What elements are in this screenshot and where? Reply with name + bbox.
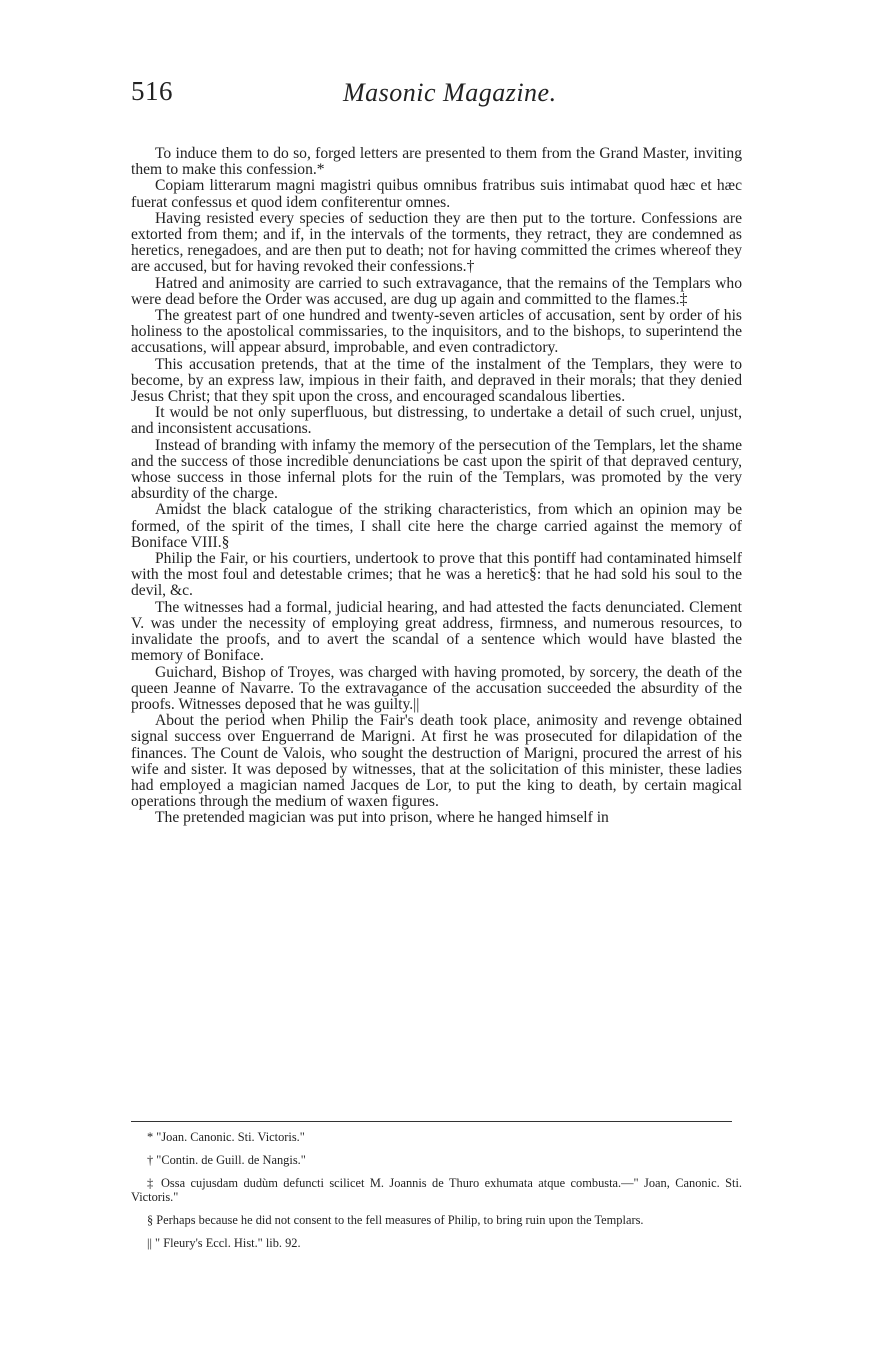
footnote: || " Fleury's Eccl. Hist." lib. 92. [147, 1236, 301, 1250]
paragraph: The pretended magician was put into prison, where he hanged himself in [155, 809, 609, 827]
paragraph: It would be not only superfluous, but distressing, to undertake a detail of such cruel, unjust, and inconsistent accusations. [131, 404, 742, 438]
paragraph: Guichard, Bishop of Troyes, was charged with having promoted, by sorcery, the death of the queen Jeanne of Navarre. To the extravagance of the accusation succeeded the absurdity of the proofs. Witnesses deposed that he was guilty.|| [131, 663, 742, 713]
footnotes [131, 1130, 742, 1259]
paragraph: Instead of branding with infamy the memory of the persecution of the Templars, let the shame and the success of those incredible denunciations be cast upon the spirit of that depraved century, whose success in those infernal plots for the ruin of the Templars, was promoted by the very absurdity of the charge. [131, 436, 742, 503]
footnote: † "Contin. de Guill. de Nangis." [147, 1153, 306, 1167]
paragraph: About the period when Philip the Fair's death took place, animosity and revenge obtained signal success over Enguerrand de Marigni. At first he was prosecuted for dilapidation of the finances. The Count de Valois, who sought the destruction of Marigni, procured the arrest of his wife and sister. It was deposed by witnesses, that at the solicitation of this minister, these ladies had employed a magician named Jacques de Lor, to put the king to death, by certain magical operations through the medium of waxen figures. [131, 712, 742, 811]
paragraph: To induce them to do so, forged letters are presented to them from the Grand Master, inviting them to make this confession.* [131, 145, 742, 179]
footnote: § Perhaps because he did not consent to the fell measures of Philip, to bring ruin upon the Templars. [147, 1213, 644, 1227]
running-title: Masonic Magazine. [343, 78, 557, 107]
paragraph: This accusation pretends, that at the time of the instalment of the Templars, they were to become, by an express law, impious in their faith, and depraved in their morals; that they denied Jesus Christ; that they spit upon the cross, and encouraged scandalous liberties. [131, 355, 742, 406]
footnote: * "Joan. Canonic. Sti. Victoris." [147, 1130, 305, 1144]
paragraph: Having resisted every species of seduction they are then put to the torture. Confessions are extorted from them; and if, in the intervals of the torments, they retract, they are condemned as heretics, renegadoes, and are then put to death; not for having committed the crimes whereof they are accused, but for having revoked their confessions.† [131, 209, 742, 276]
page-header [131, 76, 741, 116]
paragraph: Hatred and animosity are carried to such extravagance, that the remains of the Templars who were dead before the Order was accused, are dug up again and committed to the flames.‡ [131, 274, 742, 308]
page-number: 516 [131, 76, 173, 106]
paragraph: Copiam litterarum magni magistri quibus omnibus fratribus suis intimabat quod hæc et hæc fuerat confessus et quod idem confiterentur omnes. [131, 177, 742, 211]
body-text [131, 146, 742, 827]
paragraph: The greatest part of one hundred and twenty-seven articles of accusation, sent by order of his holiness to the apostolical commissaries, to the inquisitors, and to the bishops, to superintend the accusations, will appear absurd, improbable, and even contradictory. [131, 307, 742, 357]
paragraph: Philip the Fair, or his courtiers, undertook to prove that this pontiff had contaminated himself with the most foul and detestable crimes; that he was a heretic§: that he had sold his soul to the devil, &c. [131, 550, 742, 600]
footnote: ‡ Ossa cujusdam dudùm defuncti scilicet M. Joannis de Thuro exhumata atque combusta.—" Joan, Canonic. Sti. Victoris." [131, 1176, 742, 1204]
footnote-divider [131, 1121, 732, 1122]
paragraph: Amidst the black catalogue of the striking characteristics, from which an opinion may be formed, of the spirit of the times, I shall cite here the charge carried against the memory of Boniface VIII.§ [131, 501, 742, 551]
paragraph: The witnesses had a formal, judicial hearing, and had attested the facts denunciated. Clement V. was under the necessity of employing great address, firmness, and numerous resources, to invalidate the proofs, and to avert the scandal of a sentence which would have blasted the memory of Boniface. [131, 598, 742, 665]
